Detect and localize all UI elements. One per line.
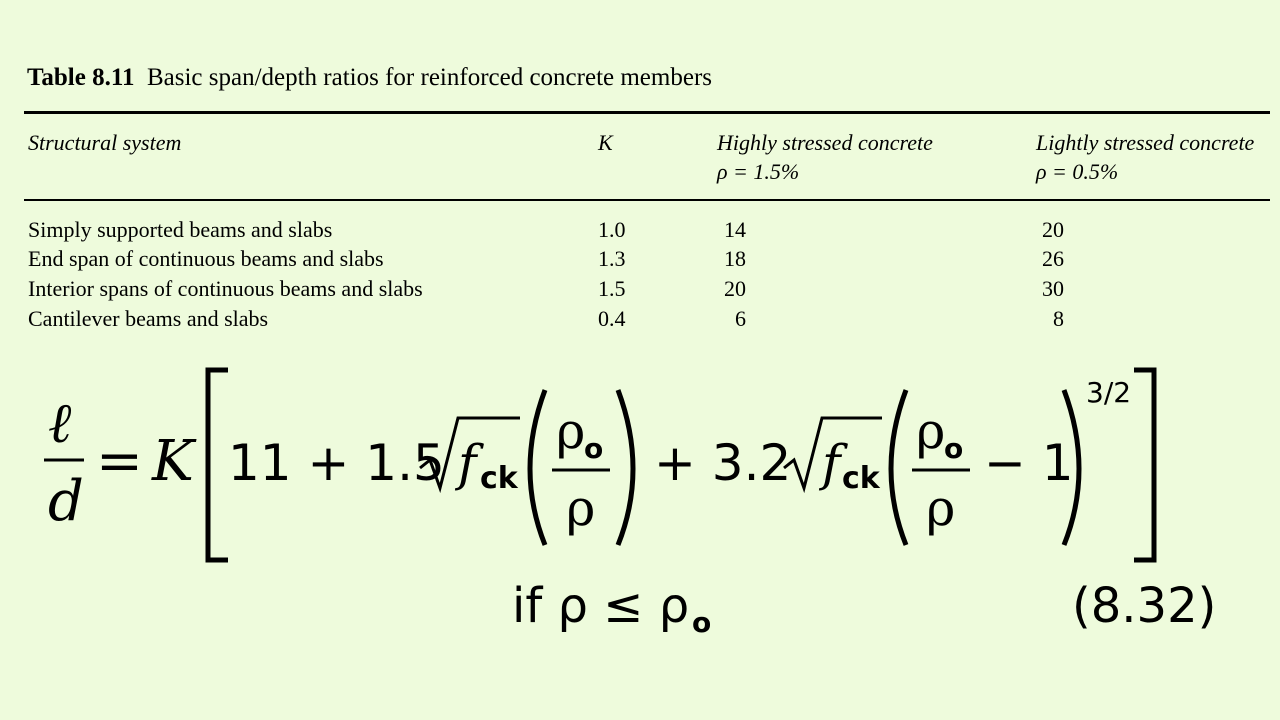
condition-subscript: o [692, 606, 712, 639]
left-paren-2 [891, 390, 906, 545]
left-paren-1 [530, 390, 545, 545]
cell-low: 30 [1042, 276, 1064, 301]
table-row [0, 217, 1280, 246]
rho0-2: ρ [916, 402, 946, 460]
header-lightly-stressed-label: Lightly stressed concrete [1036, 130, 1255, 155]
equation-8-32 [0, 360, 1280, 720]
k-symbol: K [152, 429, 194, 494]
term-plus-3-2: + 3.2 [654, 434, 792, 492]
table-row [0, 246, 1280, 275]
cell-k: 1.3 [598, 246, 626, 271]
fck-2: f [822, 434, 841, 492]
table-caption [27, 64, 712, 92]
header-highly-stressed-label: Highly stressed concrete [717, 130, 933, 155]
cell-low: 26 [1042, 246, 1064, 271]
term-11-plus-1-5: 11 + 1.5 [228, 434, 445, 492]
lhs-denominator: d [48, 469, 84, 534]
left-square-bracket [208, 370, 228, 560]
header-structural-system: Structural system [28, 130, 182, 155]
top-rule [24, 111, 1270, 114]
cell-k: 1.0 [598, 217, 626, 242]
right-paren-1 [618, 390, 633, 545]
cell-k: 1.5 [598, 276, 626, 301]
condition: if ρ ≤ ρ [512, 578, 690, 634]
exponent-3-2: 3/2 [1086, 376, 1132, 409]
cell-system: Simply supported beams and slabs [28, 217, 333, 242]
header-lightly-stressed [1036, 128, 1254, 186]
cell-k: 0.4 [598, 306, 626, 331]
header-highly-stressed-rho: ρ = 1.5% [717, 159, 800, 184]
rho0-2-subscript: o [944, 432, 964, 465]
table-number: Table 8.11 [27, 64, 135, 91]
header-lightly-stressed-rho: ρ = 0.5% [1036, 159, 1119, 184]
cell-system: Interior spans of continuous beams and slabs [28, 276, 423, 301]
cell-high: 14 [724, 217, 746, 242]
cell-low: 20 [1042, 217, 1064, 242]
rho0-1-subscript: o [584, 432, 604, 465]
cell-high: 20 [724, 276, 746, 301]
table-title: Basic span/depth ratios for reinforced concrete members [146, 64, 713, 91]
table-row [0, 306, 1280, 335]
header-highly-stressed [717, 128, 933, 186]
fck-1-subscript: ck [480, 461, 518, 496]
cell-high: 6 [735, 306, 746, 331]
fck-2-subscript: ck [842, 461, 880, 496]
equation-number: (8.32) [1072, 578, 1217, 634]
fck-1: f [458, 434, 477, 492]
cell-low: 8 [1053, 306, 1064, 331]
cell-high: 18 [724, 246, 746, 271]
lhs-numerator: ℓ [48, 391, 72, 456]
right-square-bracket [1134, 370, 1154, 560]
rho-1: ρ [566, 479, 596, 537]
equals-sign: = [96, 429, 143, 494]
cell-system: End span of continuous beams and slabs [28, 246, 384, 271]
table-row [0, 276, 1280, 305]
header-k: K [598, 130, 613, 155]
rho-2: ρ [926, 479, 956, 537]
minus-one: − 1 [984, 434, 1074, 492]
cell-system: Cantilever beams and slabs [28, 306, 269, 331]
header-rule [24, 199, 1270, 201]
rho0-1: ρ [556, 402, 586, 460]
